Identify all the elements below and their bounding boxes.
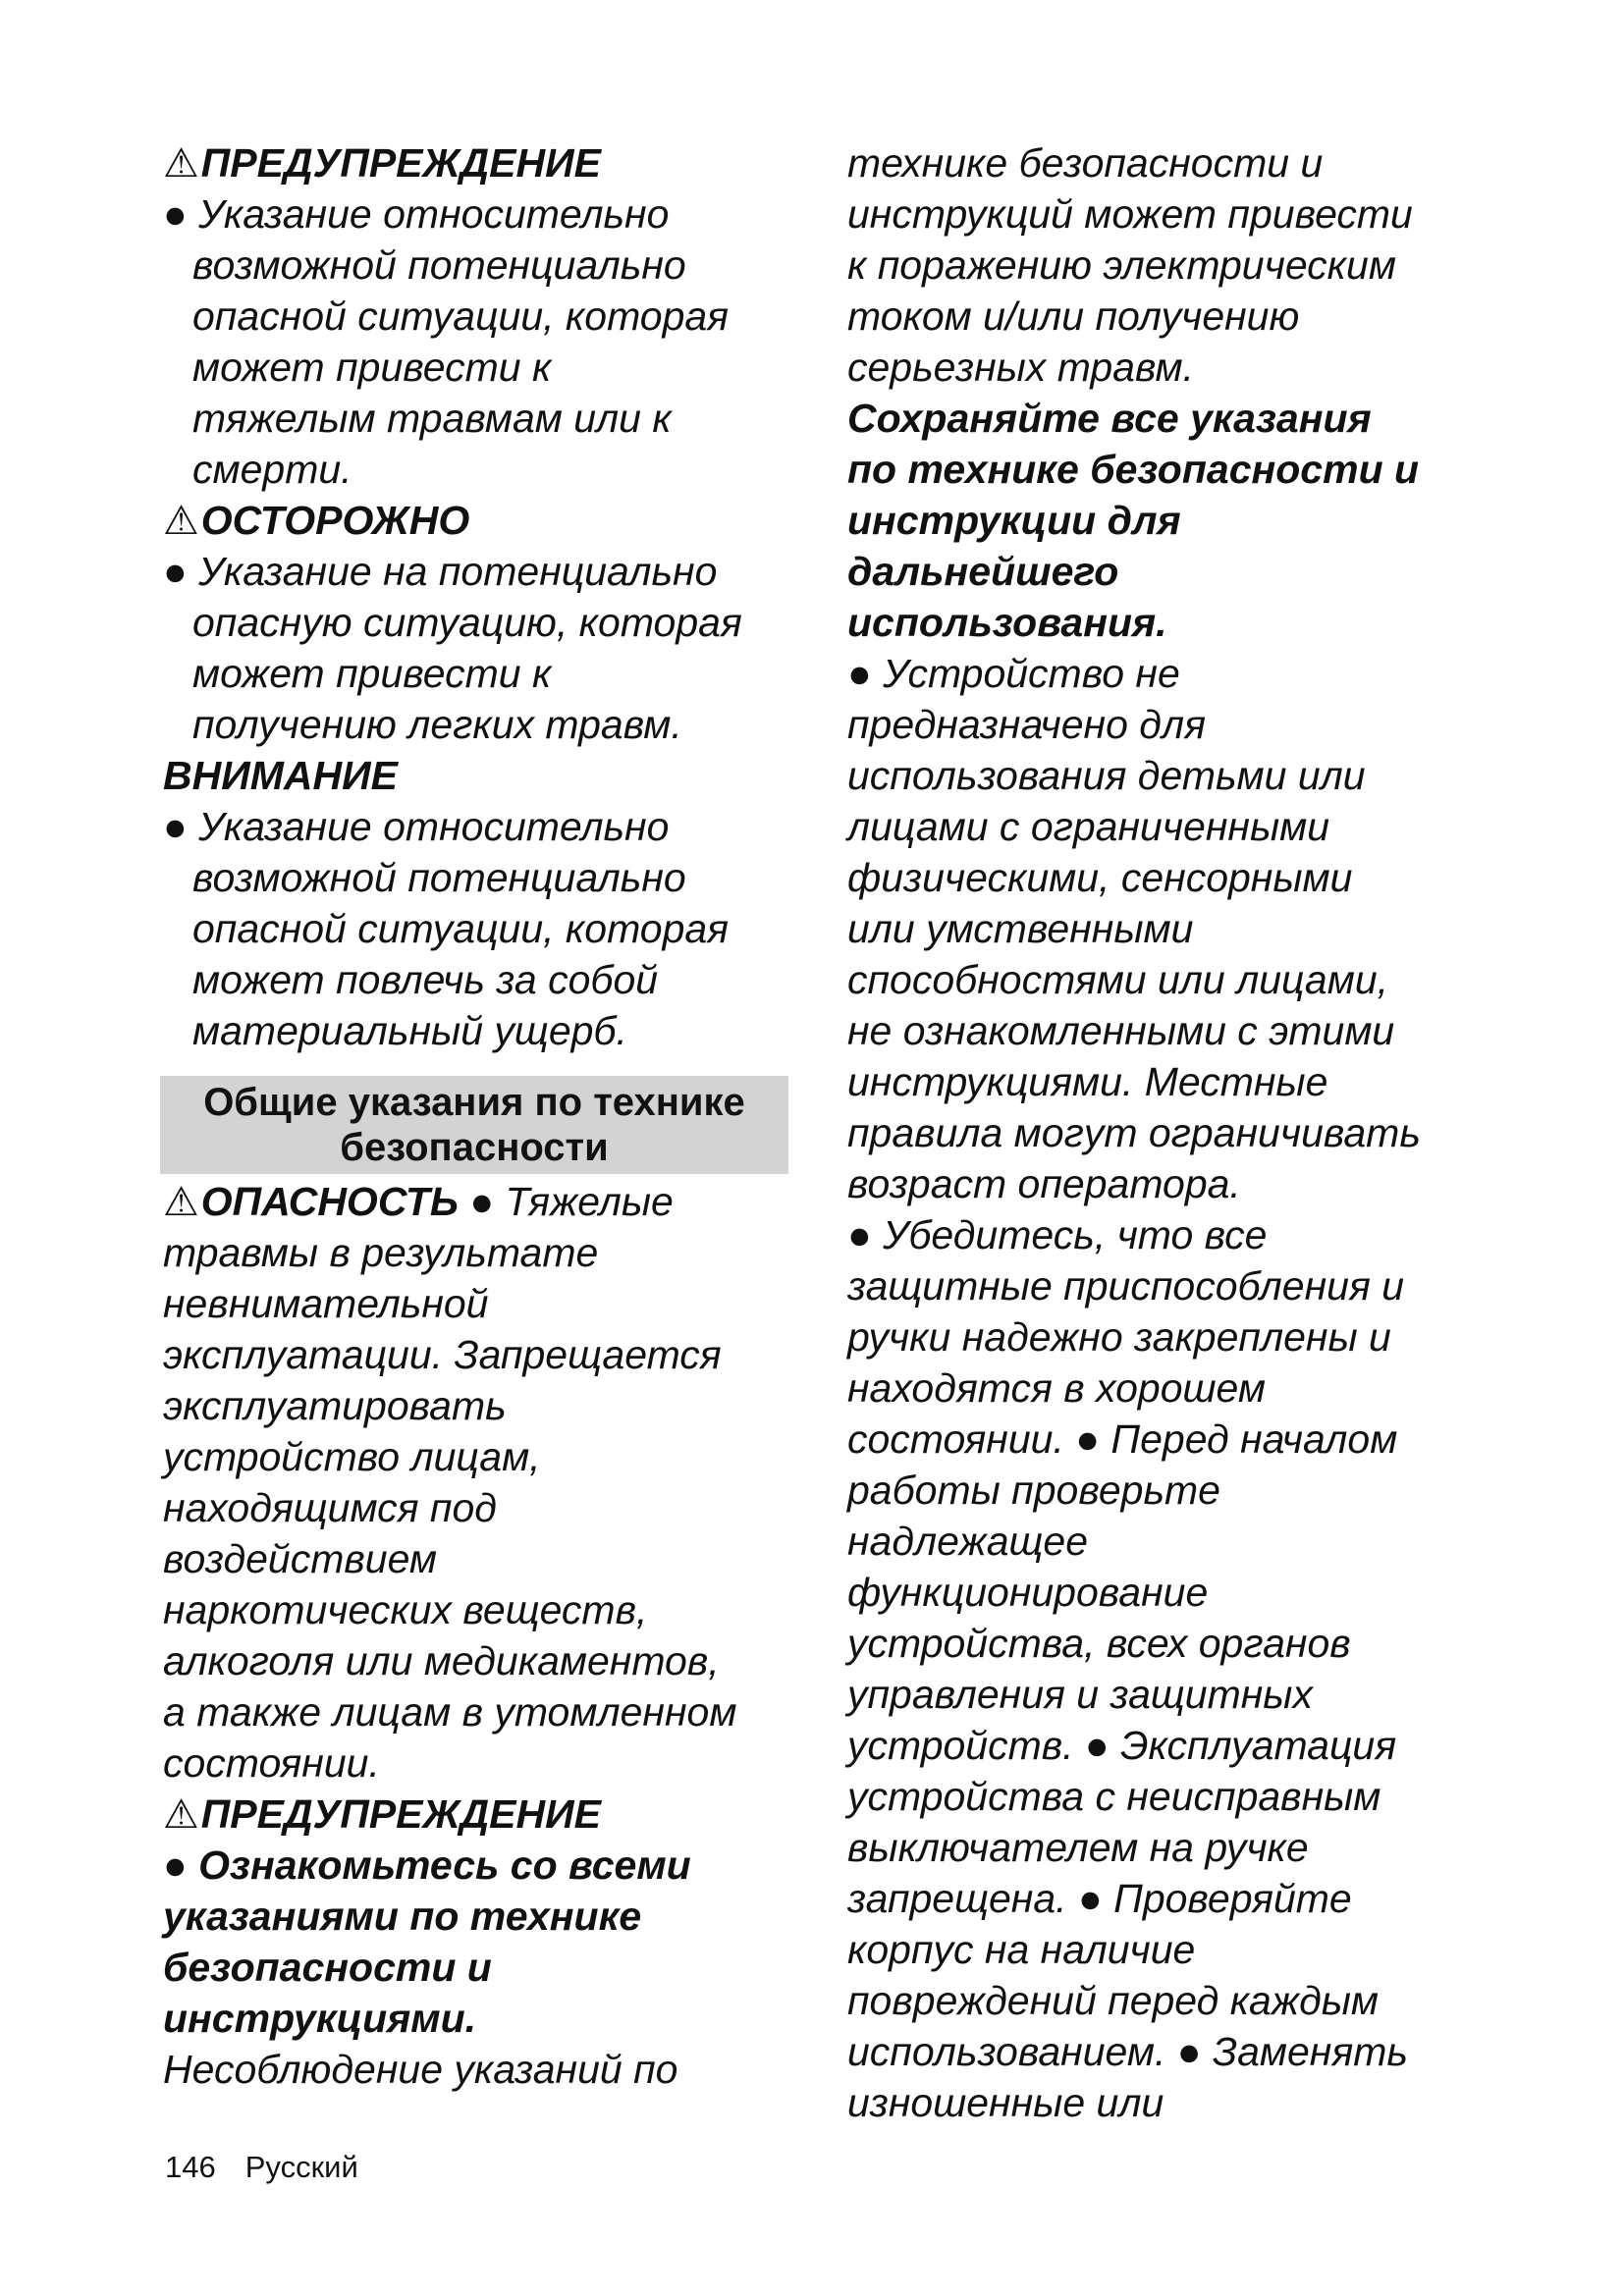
text-line: получению легких травм.	[192, 702, 682, 747]
text-line: ● Указание относительно	[163, 804, 670, 849]
text-line: корпус на наличие	[847, 1927, 1196, 1972]
text-line: работы проверьте	[847, 1468, 1220, 1513]
text-line: эксплуатировать	[163, 1383, 507, 1428]
keep-instructions-text	[847, 393, 1476, 648]
text-line: выключателем на ручке	[847, 1825, 1309, 1870]
text-line: ● Устройство не	[847, 651, 1180, 696]
text-line: Несоблюдение указаний по	[163, 2047, 678, 2092]
text-line: или умственными	[847, 906, 1194, 951]
warning-heading: ⚠ПРЕДУПРЕЖДЕНИЕ	[163, 140, 601, 186]
text-line: устройств. ● Эксплуатация	[847, 1723, 1397, 1768]
text-line: возможной потенциально	[192, 855, 686, 900]
text-line: указаниями по технике	[163, 1894, 642, 1939]
warning-triangle-icon: ⚠	[163, 498, 199, 543]
text-line: инструкциями. Местные	[847, 1059, 1328, 1104]
text-line: ручки надежно закреплены и	[847, 1314, 1391, 1360]
danger-text	[163, 1227, 791, 1789]
text-line: воздействием	[163, 1536, 438, 1581]
footer-language: Русский	[244, 2150, 358, 2184]
notice-text	[163, 801, 791, 1056]
text-line: находящимся под	[163, 1485, 497, 1530]
text-line: инструкциями.	[163, 1996, 477, 2041]
text-line: эксплуатации. Запрещается	[163, 1332, 722, 1377]
text-line: наркотических веществ,	[163, 1587, 648, 1632]
warning-2-text	[163, 2044, 791, 2095]
section-heading: Общие указания по технике безопасности	[160, 1076, 788, 1174]
text-line: повреждений перед каждым	[847, 1978, 1380, 2023]
text-line: способностями или лицами,	[847, 957, 1389, 1002]
page-number: 146	[165, 2150, 216, 2184]
text-line: возраст оператора.	[847, 1161, 1241, 1206]
text-line: функционирование	[847, 1570, 1209, 1615]
warning-2-bold-text	[163, 1840, 791, 2044]
text-line: током и/или получению	[847, 294, 1300, 339]
text-line: тяжелым травмам или к	[192, 396, 672, 441]
text-line: Сохраняйте все указания	[847, 396, 1372, 441]
text-line: может повлечь за собой	[192, 957, 659, 1002]
text-line: серьезных травм.	[847, 345, 1194, 390]
text-line: к поражению электрическим	[847, 242, 1396, 288]
text-line: технике безопасности и	[847, 140, 1324, 186]
notice-heading: ВНИМАНИЕ	[163, 753, 398, 798]
text-line: смерти.	[192, 447, 352, 492]
caution-text	[163, 546, 791, 750]
text-line: запрещена. ● Проверяйте	[847, 1876, 1352, 1921]
text-line: находятся в хорошем	[847, 1365, 1266, 1411]
text-line: опасной ситуации, которая	[192, 906, 730, 951]
text-line: использования детьми или	[847, 753, 1366, 798]
text-line: алкоголя или медикаментов,	[163, 1638, 720, 1683]
right-column	[847, 137, 1476, 2128]
text-line: ● Ознакомьтесь со всеми	[163, 1842, 691, 1888]
text-line: возможной потенциально	[192, 242, 686, 288]
text-line: ● Указание на потенциально	[163, 549, 718, 594]
text-line: управления и защитных	[847, 1672, 1313, 1717]
text-line: использованием. ● Заменять	[847, 2029, 1408, 2074]
text-line: по технике безопасности и	[847, 447, 1420, 492]
text-line: материальный ущерб.	[192, 1008, 627, 1053]
text-line: правила могут ограничивать	[847, 1110, 1421, 1155]
page-footer	[165, 2150, 358, 2185]
text-line: устройства, всех органов	[847, 1621, 1351, 1666]
right-text-b	[847, 648, 1476, 2128]
text-line: опасную ситуацию, которая	[192, 600, 742, 645]
text-line: надлежащее	[847, 1519, 1088, 1564]
text-line: а также лицам в утомленном	[163, 1689, 737, 1735]
text-line: травмы в результате	[163, 1230, 599, 1275]
text-line: не ознакомленными с этими	[847, 1008, 1395, 1053]
text-line: инструкций может привести	[847, 191, 1413, 237]
danger-line: ⚠ОПАСНОСТЬ ● Тяжелые	[163, 1179, 674, 1224]
text-line: невнимательной	[163, 1281, 489, 1326]
text-line: использования.	[847, 600, 1167, 645]
caution-heading: ⚠ОСТОРОЖНО	[163, 498, 470, 543]
text-line: защитные приспособления и	[847, 1263, 1405, 1308]
text-line: может привести к	[192, 651, 552, 696]
text-line: лицами с ограниченными	[847, 804, 1330, 849]
text-line: инструкции для	[847, 498, 1181, 543]
text-line: устройства с неисправным	[847, 1774, 1381, 1819]
text-line: состоянии.	[163, 1740, 380, 1786]
warning-heading-2: ⚠ПРЕДУПРЕЖДЕНИЕ	[163, 1791, 601, 1837]
text-line: предназначено для	[847, 702, 1206, 747]
right-text-a	[847, 137, 1476, 393]
text-line: физическими, сенсорными	[847, 855, 1353, 900]
warning-text	[163, 188, 791, 495]
text-line: опасной ситуации, которая	[192, 294, 730, 339]
text-line: ● Убедитесь, что все	[847, 1212, 1268, 1257]
warning-triangle-icon: ⚠	[163, 1791, 199, 1837]
warning-triangle-icon: ⚠	[163, 1179, 199, 1224]
text-line: ● Указание относительно	[163, 191, 670, 237]
text-line: изношенные или	[847, 2080, 1164, 2125]
danger-heading: ОПАСНОСТЬ	[200, 1179, 459, 1224]
left-column	[163, 137, 791, 2095]
text-line: состоянии. ● Перед началом	[847, 1416, 1398, 1462]
warning-triangle-icon: ⚠	[163, 140, 199, 186]
text-line: дальнейшего	[847, 549, 1119, 594]
text-line: устройство лицам,	[163, 1434, 541, 1479]
text-line: безопасности и	[163, 1945, 492, 1990]
text-line: может привести к	[192, 345, 552, 390]
